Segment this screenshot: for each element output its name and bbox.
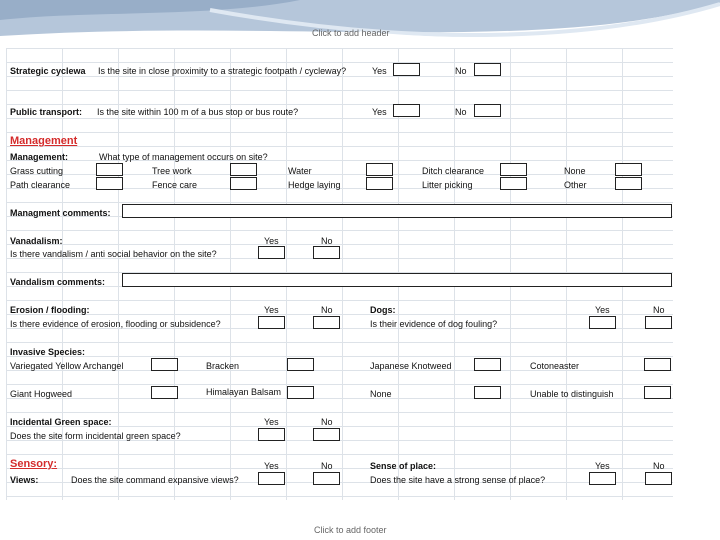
grass-cutting-checkbox[interactable] [96, 163, 123, 176]
sense-of-place-no-checkbox[interactable] [645, 472, 672, 485]
option-tree-work: Tree work [152, 166, 192, 176]
species-variegated-yellow-archangel: Variegated Yellow Archangel [10, 361, 124, 371]
tree-work-checkbox[interactable] [230, 163, 257, 176]
species-giant-hogweed: Giant Hogweed [10, 389, 73, 399]
strategic-no-label: No [455, 66, 467, 76]
option-other: Other [564, 180, 587, 190]
erosion-label: Erosion / flooding: [10, 305, 90, 315]
vandalism-no-checkbox[interactable] [313, 246, 340, 259]
management-comments-field[interactable] [122, 204, 672, 218]
sense-of-place-label: Sense of place: [370, 461, 437, 471]
incidental-yes-label: Yes [264, 417, 279, 427]
balsam-checkbox[interactable] [287, 386, 314, 399]
incidental-no-label: No [321, 417, 333, 427]
unable-to-distinguish-checkbox[interactable] [644, 386, 671, 399]
cotoneaster-checkbox[interactable] [644, 358, 671, 371]
incidental-question: Does the site form incidental green space? [10, 431, 181, 441]
vandalism-comments-label: Vandalism comments: [10, 277, 106, 287]
path-clearance-checkbox[interactable] [96, 177, 123, 190]
ditch-clearance-checkbox[interactable] [500, 163, 527, 176]
incidental-no-checkbox[interactable] [313, 428, 340, 441]
invasive-species-label: Invasive Species: [10, 347, 86, 357]
footer-placeholder[interactable]: Click to add footer [314, 525, 387, 535]
option-litter-picking: Litter picking [422, 180, 473, 190]
species-cotoneaster: Cotoneaster [530, 361, 580, 371]
strategic-yes-label: Yes [372, 66, 387, 76]
knotweed-checkbox[interactable] [474, 358, 501, 371]
strategic-cycleway-label: Strategic cyclewa [10, 66, 86, 76]
dogs-question: Is their evidence of dog fouling? [370, 319, 498, 329]
management-other-checkbox[interactable] [615, 177, 642, 190]
water-checkbox[interactable] [366, 163, 393, 176]
vandalism-comments-field[interactable] [122, 273, 672, 287]
dogs-label: Dogs: [370, 305, 396, 315]
incidental-green-space-label: Incidental Green space: [10, 417, 112, 427]
sense-of-place-no-label: No [653, 461, 665, 471]
views-label: Views: [10, 475, 39, 485]
option-water: Water [288, 166, 312, 176]
erosion-yes-label: Yes [264, 305, 279, 315]
bracken-checkbox[interactable] [287, 358, 314, 371]
views-yes-label: Yes [264, 461, 279, 471]
archangel-checkbox[interactable] [151, 358, 178, 371]
management-comments-label: Managment comments: [10, 208, 111, 218]
survey-form-sheet [6, 48, 673, 500]
option-path-clearance: Path clearance [10, 180, 71, 190]
sense-of-place-yes-label: Yes [595, 461, 610, 471]
strategic-no-checkbox[interactable] [474, 63, 501, 76]
species-unable-to-distinguish: Unable to distinguish [530, 389, 614, 399]
option-ditch-clearance: Ditch clearance [422, 166, 485, 176]
erosion-no-label: No [321, 305, 333, 315]
species-bracken: Bracken [206, 361, 240, 371]
vandalism-label: Vanadalism: [10, 236, 63, 246]
sense-of-place-yes-checkbox[interactable] [589, 472, 616, 485]
erosion-question: Is there evidence of erosion, flooding or subsidence? [10, 319, 221, 329]
dogs-no-checkbox[interactable] [645, 316, 672, 329]
public-transport-label: Public transport: [10, 107, 83, 117]
species-japanese-knotweed: Japanese Knotweed [370, 361, 452, 371]
public-transport-question: Is the site within 100 m of a bus stop or bus route? [97, 107, 299, 117]
option-hedge-laying: Hedge laying [288, 180, 341, 190]
hedge-laying-checkbox[interactable] [366, 177, 393, 190]
transport-yes-label: Yes [372, 107, 387, 117]
views-question: Does the site command expansive views? [71, 475, 239, 485]
incidental-yes-checkbox[interactable] [258, 428, 285, 441]
dogs-yes-checkbox[interactable] [589, 316, 616, 329]
fence-care-checkbox[interactable] [230, 177, 257, 190]
sensory-heading: Sensory: [10, 458, 58, 470]
vandalism-yes-checkbox[interactable] [258, 246, 285, 259]
hogweed-checkbox[interactable] [151, 386, 178, 399]
vandalism-question: Is there vandalism / anti social behavior on the site? [10, 249, 217, 259]
option-none: None [564, 166, 586, 176]
strategic-yes-checkbox[interactable] [393, 63, 420, 76]
litter-picking-checkbox[interactable] [500, 177, 527, 190]
erosion-no-checkbox[interactable] [313, 316, 340, 329]
views-yes-checkbox[interactable] [258, 472, 285, 485]
dogs-yes-label: Yes [595, 305, 610, 315]
vandalism-no-label: No [321, 236, 333, 246]
transport-no-label: No [455, 107, 467, 117]
sense-of-place-question: Does the site have a strong sense of place? [370, 475, 546, 485]
management-question: What type of management occurs on site? [99, 152, 268, 162]
vandalism-yes-label: Yes [264, 236, 279, 246]
management-heading: Management [10, 135, 78, 147]
management-none-checkbox[interactable] [615, 163, 642, 176]
views-no-checkbox[interactable] [313, 472, 340, 485]
species-none: None [370, 389, 392, 399]
transport-yes-checkbox[interactable] [393, 104, 420, 117]
header-placeholder[interactable]: Click to add header [312, 28, 390, 38]
species-none-checkbox[interactable] [474, 386, 501, 399]
species-himalayan-balsam: Himalayan Balsam [206, 387, 282, 397]
option-fence-care: Fence care [152, 180, 198, 190]
views-no-label: No [321, 461, 333, 471]
transport-no-checkbox[interactable] [474, 104, 501, 117]
strategic-cycleway-question: Is the site in close proximity to a strategic footpath / cycleway? [98, 66, 347, 76]
erosion-yes-checkbox[interactable] [258, 316, 285, 329]
management-label: Management: [10, 152, 69, 162]
option-grass-cutting: Grass cutting [10, 166, 64, 176]
dogs-no-label: No [653, 305, 665, 315]
